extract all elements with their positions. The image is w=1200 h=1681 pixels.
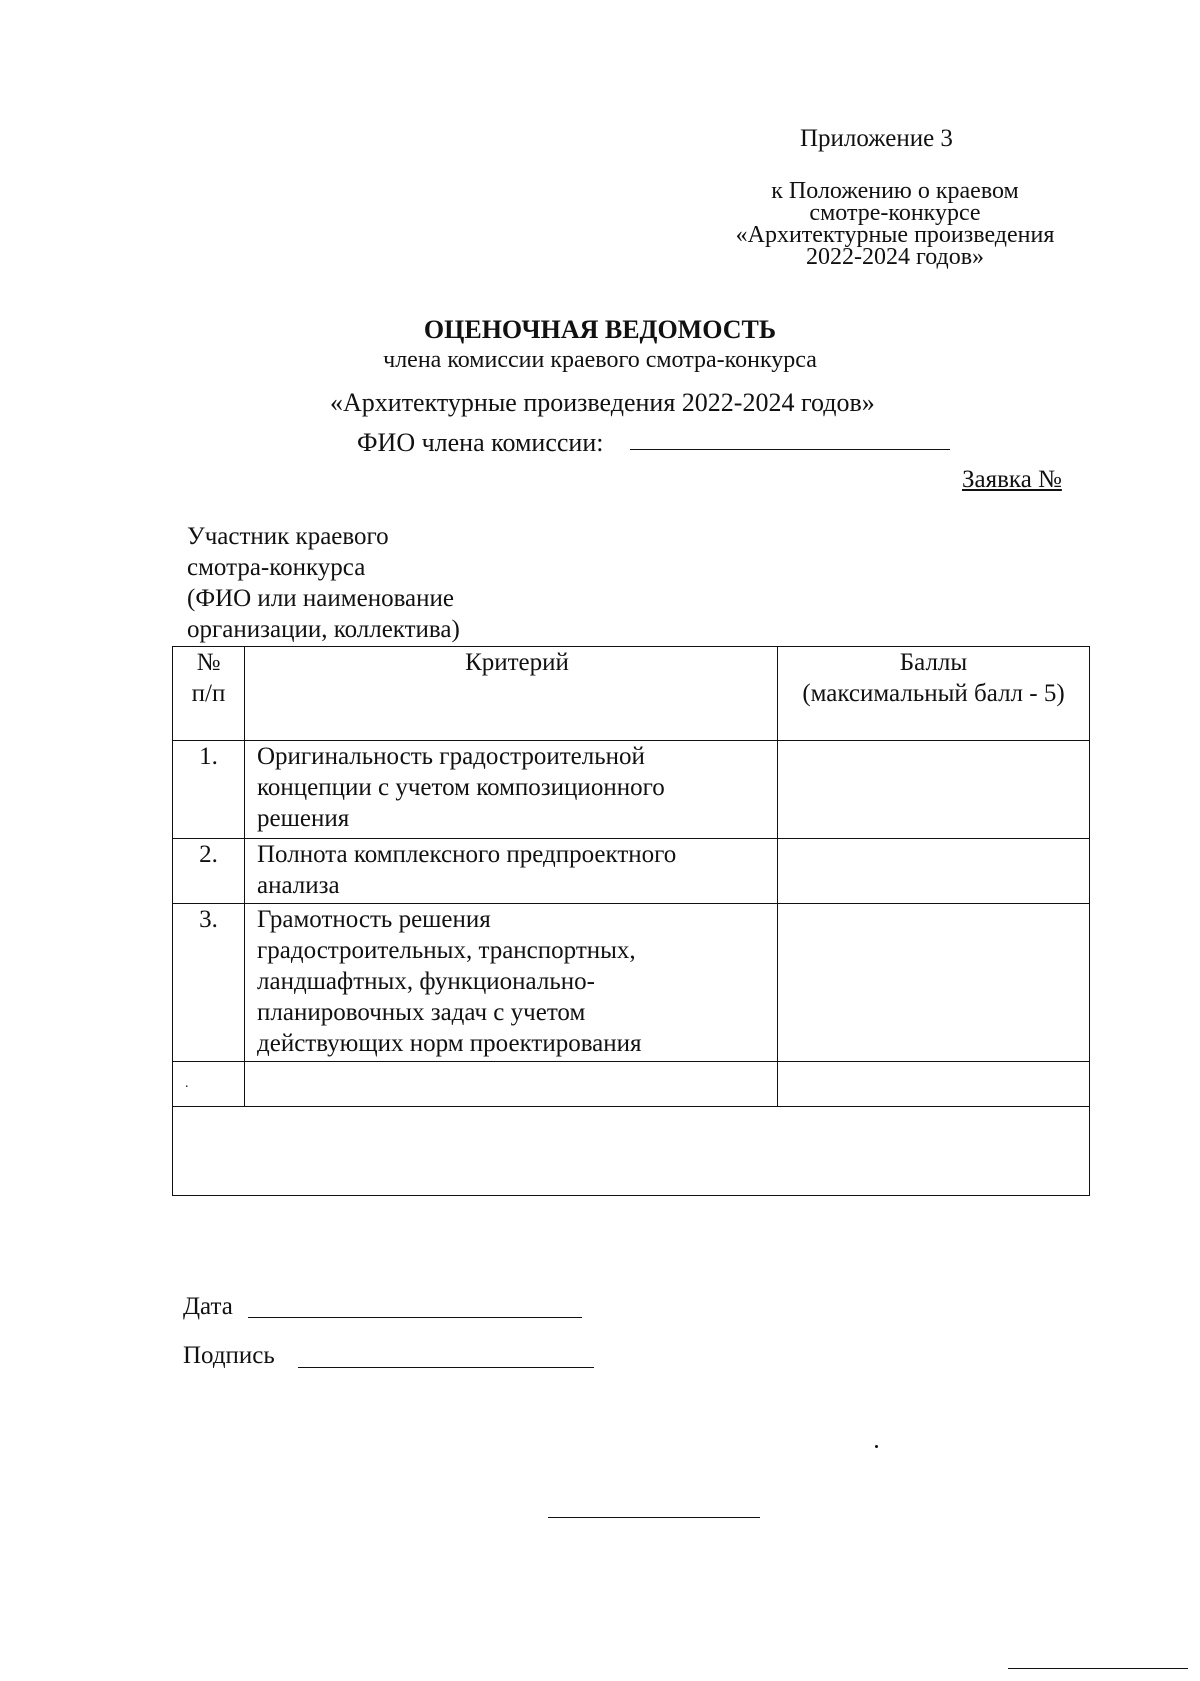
- table-row-total: [173, 1107, 1090, 1196]
- participant-line: организации, коллектива): [187, 616, 460, 643]
- score-cell[interactable]: [778, 741, 1090, 839]
- score-header-line: Баллы: [899, 649, 968, 676]
- table-header-row: [173, 647, 1090, 741]
- criterion-line: Грамотность решения: [257, 906, 491, 933]
- row-number: 2.: [173, 839, 245, 904]
- regulation-line: смотре-конкурсе: [809, 200, 981, 226]
- criterion-line: Полнота комплексного предпроектного: [257, 841, 677, 868]
- application-number-label: Заявка №: [962, 466, 1062, 493]
- member-name-label: ФИО члена комиссии:: [357, 428, 604, 457]
- total-cell[interactable]: [173, 1107, 1090, 1196]
- scan-dot: [875, 1445, 878, 1448]
- document-title: ОЦЕНОЧНАЯ ВЕДОМОСТЬ: [423, 315, 777, 344]
- number-header: [173, 647, 245, 741]
- member-name-field[interactable]: [630, 449, 950, 450]
- regulation-line: «Архитектурные произведения: [735, 222, 1055, 248]
- criterion-line: решения: [257, 805, 350, 832]
- score-header-line: (максимальный балл - 5): [802, 680, 1065, 707]
- criterion-header: [245, 647, 778, 741]
- score-cell[interactable]: [778, 839, 1090, 904]
- row-number: .: [173, 1062, 245, 1107]
- row-number: 1.: [173, 741, 245, 839]
- regulation-reference: [690, 180, 1100, 268]
- appendix-label: Приложение 3: [800, 125, 953, 152]
- criterion-cell: [245, 741, 778, 839]
- score-cell[interactable]: [778, 904, 1090, 1062]
- row-number: 3.: [173, 904, 245, 1062]
- criterion-cell: [245, 904, 778, 1062]
- table-row: [173, 741, 1090, 839]
- criterion-line: Оригинальность градостроительной: [257, 743, 645, 770]
- regulation-line: 2022-2024 годов»: [805, 244, 985, 270]
- contest-name: «Архитектурные произведения 2022-2024 годов»: [330, 388, 875, 417]
- criterion-line: планировочных задач с учетом: [257, 999, 586, 1026]
- date-field[interactable]: [248, 1317, 582, 1318]
- date-label: Дата: [183, 1293, 233, 1320]
- participant-line: Участник краевого: [187, 523, 389, 550]
- table-row-blank: [173, 1062, 1090, 1107]
- criteria-table: [172, 646, 1090, 1196]
- participant-line: (ФИО или наименование: [187, 585, 454, 612]
- score-cell[interactable]: [778, 1062, 1090, 1107]
- criterion-cell: [245, 839, 778, 904]
- regulation-line: к Положению о краевом: [771, 178, 1019, 204]
- footer-divider: [1008, 1668, 1188, 1669]
- participant-line: смотра-конкурса: [187, 554, 366, 581]
- signature-field[interactable]: [298, 1367, 594, 1368]
- participant-label: [187, 521, 460, 645]
- criterion-line: концепции с учетом композиционного: [257, 774, 665, 801]
- criterion-line: анализа: [257, 872, 340, 899]
- number-header-line: п/п: [191, 680, 226, 707]
- criterion-line: ландшафтных, функционально-: [257, 968, 595, 995]
- closing-divider: [548, 1517, 760, 1518]
- criterion-line: градостроительных, транспортных,: [257, 937, 636, 964]
- criterion-line: действующих норм проектирования: [257, 1030, 642, 1057]
- criterion-header-text: Критерий: [465, 649, 569, 676]
- criterion-cell[interactable]: [245, 1062, 778, 1107]
- document-subtitle: члена комиссии краевого смотра-конкурса: [383, 347, 817, 373]
- signature-label: Подпись: [183, 1342, 275, 1369]
- score-header: [778, 647, 1090, 741]
- table-row: [173, 904, 1090, 1062]
- table-row: [173, 839, 1090, 904]
- number-header-line: №: [196, 649, 221, 676]
